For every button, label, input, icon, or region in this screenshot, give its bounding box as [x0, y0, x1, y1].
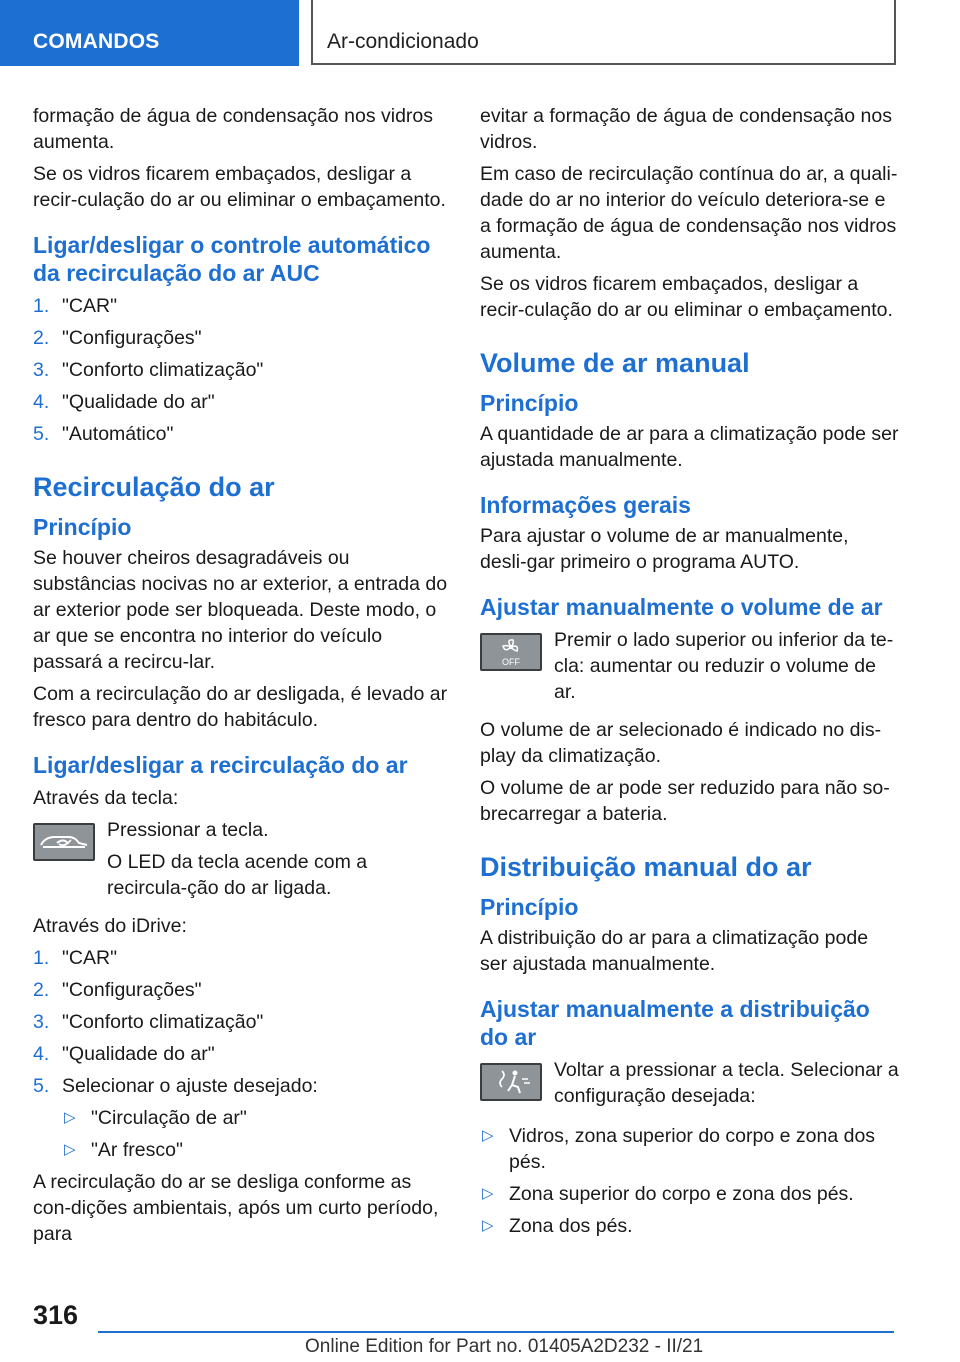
paragraph: Em caso de recirculação contínua do ar, a quali‐dade do ar no interior do veículo deteriora-se e a formação de água de condensação nos vidros aumenta. [480, 163, 898, 263]
list-item [62, 1105, 448, 1131]
paragraph: evitar a formação de água de condensação nos vidros. [480, 105, 892, 153]
recirculation-key-block [33, 817, 448, 901]
heading-principle: Princípio [33, 514, 132, 540]
list-item [33, 325, 448, 351]
paragraph: formação de água de condensação nos vidros aumenta. [33, 105, 434, 153]
option-text: Vidros, zona superior do corpo e zona dos pés. [509, 1125, 876, 1173]
step-text: "Qualidade do ar" [62, 391, 215, 413]
paragraph: Se os vidros ficarem embaçados, desligar a recir‐culação do ar ou eliminar o embaçamento. [33, 163, 446, 211]
step-number: 5. [33, 1075, 50, 1097]
option-text: Zona superior do corpo e zona dos pés. [509, 1183, 854, 1205]
paragraph: Premir o lado superior ou inferior da te‐cla: aumentar ou reduzir o volume de ar. [554, 629, 894, 703]
heading-recirculation: Recirculação do ar [33, 472, 275, 502]
paragraph: Voltar a pressionar a tecla. Selecionar a configuração desejada: [554, 1059, 899, 1107]
list-item [33, 357, 448, 383]
sub-options-list [62, 1105, 448, 1163]
paragraph: Para ajustar o volume de ar manualmente, desli‐gar primeiro o programa AUTO. [480, 525, 849, 573]
list-item [33, 389, 448, 415]
list-item [33, 1073, 448, 1099]
heading-adjust-volume: Ajustar manualmente o volume de ar [480, 594, 883, 620]
step-number: 1. [33, 947, 50, 969]
heading-adjust-distribution: Ajustar manualmente a distribuição do ar [480, 996, 870, 1050]
paragraph: Pressionar a tecla. [107, 819, 269, 841]
step-text: "CAR" [62, 947, 118, 969]
step-number: 5. [33, 423, 50, 445]
paragraph: O LED da tecla acende com a recircula‐ção do ar ligada. [107, 851, 368, 899]
list-item [480, 1213, 900, 1239]
list-item [480, 1123, 900, 1175]
paragraph: Se houver cheiros desagradáveis ou substâncias nocivas no ar exterior, a entrada do ar exterior pode ser bloqueada. Deste modo, o ar que se encontra no interior do veículo passará a recircu‐lar. [33, 547, 448, 673]
auc-steps-list [33, 293, 448, 447]
right-column [480, 103, 900, 1245]
option-text: "Ar fresco" [91, 1139, 183, 1161]
step-text: "Conforto climatização" [62, 1011, 264, 1033]
heading-auc: Ligar/desligar o controle automático da recirculação do ar AUC [33, 232, 431, 286]
paragraph: O volume de ar selecionado é indicado no dis‐play da climatização. [480, 719, 882, 767]
heading-general-info: Informações gerais [480, 492, 691, 518]
heading-toggle-recirculation: Ligar/desligar a recirculação do ar [33, 752, 408, 778]
step-number: 3. [33, 1011, 50, 1033]
paragraph: A recirculação do ar se desliga conforme as con‐dições ambientais, após um curto período, para [33, 1171, 439, 1245]
step-number: 2. [33, 327, 50, 349]
step-text: Selecionar o ajuste desejado: [62, 1075, 318, 1097]
paragraph: Através da tecla: [33, 787, 179, 809]
triangle-bullet-icon: ▷ [482, 1217, 494, 1234]
fan-off-label: OFF [502, 657, 520, 667]
fan-key-block [480, 627, 900, 705]
recirculation-key-icon [33, 823, 95, 861]
heading-principle: Princípio [480, 894, 579, 920]
triangle-bullet-icon: ▷ [482, 1185, 494, 1202]
heading-principle: Princípio [480, 390, 579, 416]
step-number: 4. [33, 1043, 50, 1065]
page-header [0, 0, 960, 66]
section-tab: COMANDOS [0, 0, 299, 66]
page-number: 316 [33, 1300, 79, 1330]
list-item [480, 1181, 900, 1207]
step-text: "Qualidade do ar" [62, 1043, 215, 1065]
step-text: "Configurações" [62, 979, 202, 1001]
list-item [33, 945, 448, 971]
list-item [33, 977, 448, 1003]
paragraph: A distribuição do ar para a climatização pode ser ajustada manualmente. [480, 927, 869, 975]
list-item [62, 1137, 448, 1163]
distribution-options-list [480, 1123, 900, 1239]
triangle-bullet-icon: ▷ [64, 1141, 76, 1158]
edition-label: Online Edition for Part no. 01405A2D232 - II/21 [305, 1336, 704, 1357]
step-number: 4. [33, 391, 50, 413]
heading-manual-distribution: Distribuição manual do ar [480, 852, 812, 882]
step-text: "Conforto climatização" [62, 359, 264, 381]
step-number: 2. [33, 979, 50, 1001]
step-text: "Automático" [62, 423, 174, 445]
list-item [33, 421, 448, 447]
left-column [33, 103, 448, 1253]
step-text: "Configurações" [62, 327, 202, 349]
step-number: 3. [33, 359, 50, 381]
idrive-steps-list [33, 945, 448, 1099]
step-text: "CAR" [62, 295, 118, 317]
triangle-bullet-icon: ▷ [482, 1127, 494, 1144]
fan-key-icon [480, 633, 542, 671]
paragraph: Com a recirculação do ar desligada, é levado ar fresco para dentro do habitáculo. [33, 683, 448, 731]
list-item [33, 1041, 448, 1067]
air-distribution-key-icon [480, 1063, 542, 1101]
chapter-title: Ar-condicionado [311, 0, 896, 65]
paragraph: O volume de ar pode ser reduzido para não so‐brecarregar a bateria. [480, 777, 890, 825]
paragraph: A quantidade de ar para a climatização pode ser ajustada manualmente. [480, 423, 899, 471]
triangle-bullet-icon: ▷ [64, 1109, 76, 1126]
heading-manual-volume: Volume de ar manual [480, 348, 750, 378]
option-text: Zona dos pés. [509, 1215, 633, 1237]
list-item [33, 293, 448, 319]
paragraph: Através do iDrive: [33, 915, 187, 937]
option-text: "Circulação de ar" [91, 1107, 247, 1129]
paragraph: Se os vidros ficarem embaçados, desligar a recir‐culação do ar ou eliminar o embaçamento. [480, 273, 893, 321]
list-item [33, 1009, 448, 1035]
distribution-key-block [480, 1057, 900, 1109]
step-number: 1. [33, 295, 50, 317]
footer-divider [98, 1331, 894, 1333]
